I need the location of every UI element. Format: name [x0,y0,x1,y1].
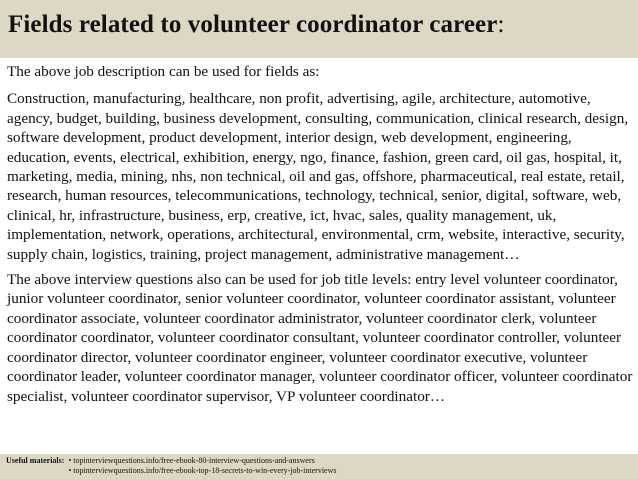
slide-title-text: Fields related to volunteer coordinator career [8,11,498,38]
job-levels-paragraph: The above interview questions also can be used for job title levels: entry level volunteer coordinator, junior volunteer coordinator, senior volunteer coordinator, volunteer coordinator assistant, volunteer coordinator associate, volunteer coordinator administrator, volunteer coordinator clerk, volunteer coordinator coordinator, volunteer coordinator consultant, volunteer coordinator controller, volunteer coordinator director, volunteer coordinator engineer, volunteer coordinator executive, volunteer coordinator leader, volunteer coordinator manager, volunteer coordinator officer, volunteer coordinator specialist, volunteer coordinator supervisor, VP volunteer coordinator… [7,271,633,405]
slide-body [7,62,635,406]
slide-title [8,10,638,40]
footer-links [68,456,336,479]
footer-label: Useful materials: [6,456,65,465]
footer-link-ebook-18-secrets[interactable]: • topinterviewquestions.info/free-ebook-top-18-secrets-to-win-every-job-interviews [68,466,337,475]
slide-title-colon: : [497,11,505,38]
footer-bar [0,454,638,479]
footer-link-ebook-80-questions[interactable]: • topinterviewquestions.info/free-ebook-80-interview-questions-and-answers [68,456,315,465]
title-bar [0,0,638,58]
fields-paragraph: Construction, manufacturing, healthcare, non profit, advertising, agile, architecture, automotive, agency, budget, building, business development, consulting, communication, clinical research, design, software development, product development, interior design, web development, engineering, education, events, electrical, exhibition, energy, ngo, finance, fashion, green card, oil gas, hospital, it, marketing, media, mining, nhs, non technical, oil and gas, offshore, pharmaceutical, real estate, retail, research, human resources, telecommunications, technology, technical, senior, digital, software, web, clinical, hr, infrastructure, business, erp, creative, ict, hvac, sales, quality management, uk, implementation, network, operations, architectural, environmental, crm, website, interactive, security, supply chain, logistics, training, project management, administrative management… [7,90,629,263]
intro-text: The above job description can be used for fields as: [7,63,320,80]
